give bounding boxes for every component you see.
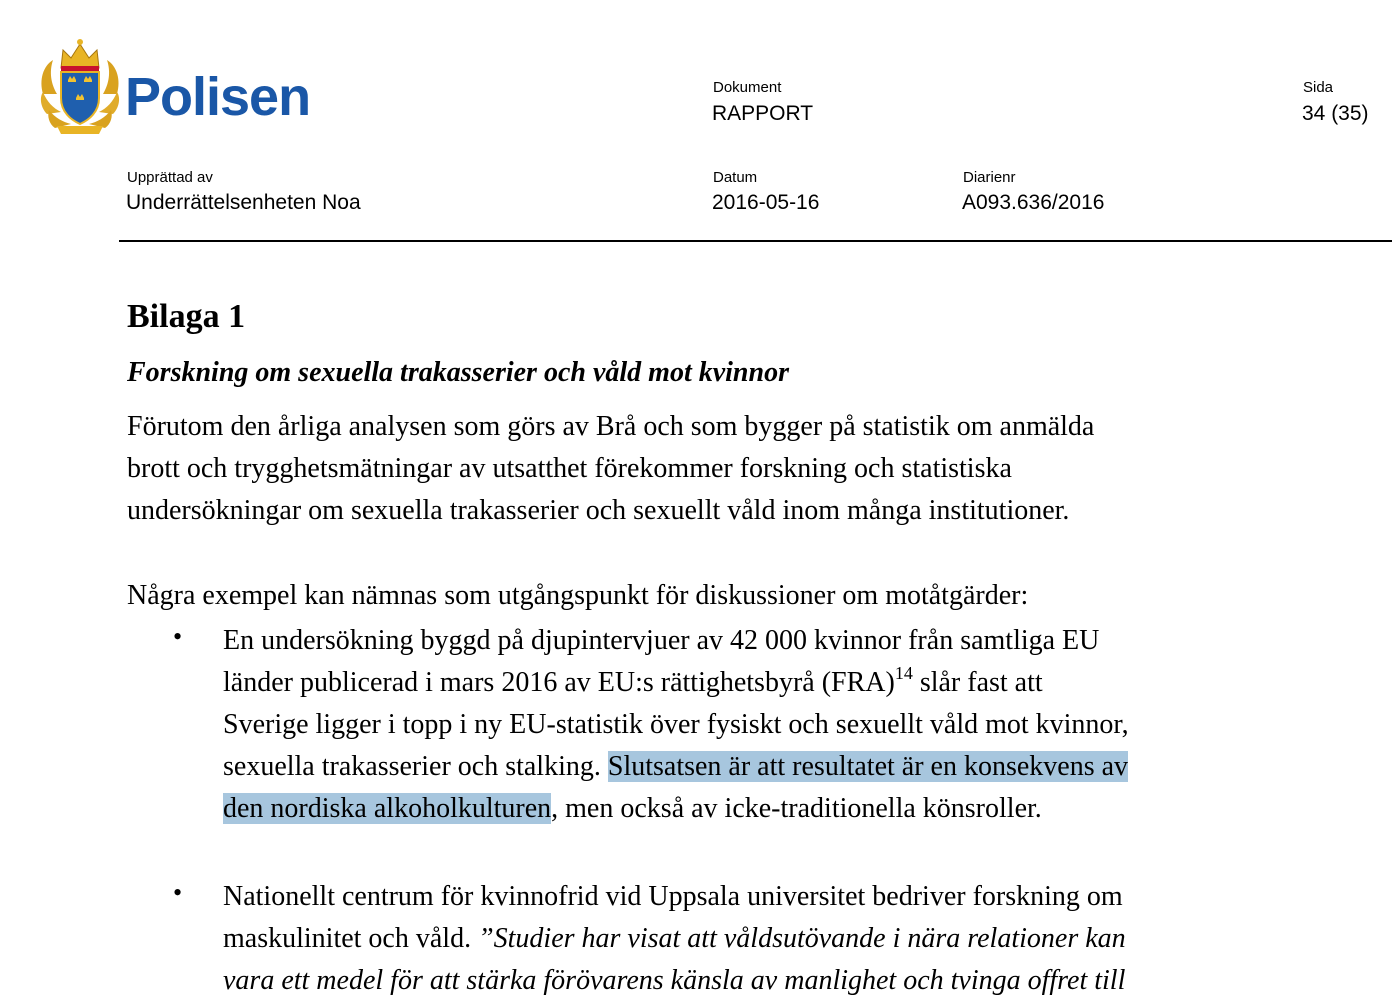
bullet-text: sexuella trakasserier och stalking. (223, 751, 608, 782)
registry-label: Diarienr (963, 169, 1016, 186)
section-subtitle: Forskning om sexuella trakasserier och våld mot kvinnor (127, 357, 789, 388)
bullet-text: länder publicerad i mars 2016 av EU:s rättighetsbyrå (FRA) (223, 667, 895, 698)
document-type: RAPPORT (712, 102, 814, 125)
page-label: Sida (1303, 79, 1334, 96)
bullet-line (223, 788, 1129, 830)
registry-value: A093.636/2016 (962, 191, 1105, 214)
document-label: Dokument (713, 79, 782, 96)
author-label: Upprättad av (127, 169, 213, 186)
intro-line: Förutom den årliga analysen som görs av Brå och som bygger på statistik om anmälda (127, 411, 1095, 442)
intro-line: undersökningar om sexuella trakasserier och sexuellt våld inom många institutioner. (127, 495, 1070, 526)
bullet-text: , men också av icke-traditionella könsroller. (551, 793, 1042, 824)
police-crest-icon (37, 36, 123, 140)
header-divider (119, 240, 1392, 242)
quote-text: ”Studier har visat att våldsutövande i nära relationer kan (478, 923, 1126, 954)
bullet-line: Nationellt centrum för kvinnofrid vid Uppsala universitet bedriver forskning om (223, 881, 1123, 912)
highlighted-text[interactable]: den nordiska alkoholkulturen (223, 793, 552, 824)
bullet-line: Sverige ligger i topp i ny EU-statistik över fysiskt och sexuellt våld mot kvinnor, (223, 709, 1129, 740)
page-number: 34 (35) (1302, 102, 1369, 125)
bullet-text: slår fast att (912, 667, 1043, 698)
intro-paragraph (127, 406, 1094, 532)
logo-wordmark: Polisen (125, 67, 311, 127)
highlighted-text[interactable]: Slutsatsen är att resultatet är en konsekvens av (607, 751, 1129, 782)
author-value: Underrättelsenheten Noa (126, 191, 361, 214)
page-title: Bilaga 1 (127, 298, 246, 335)
date-label: Datum (713, 169, 758, 186)
bullet-item-uppsala (223, 876, 1126, 1002)
bullet-line (223, 918, 1126, 960)
bullet-line: En undersökning byggd på djupintervjuer av 42 000 kvinnor från samtliga EU (223, 625, 1100, 656)
footnote-ref[interactable]: 14 (894, 663, 913, 683)
bullet-marker: • (173, 878, 183, 907)
intro-line: brott och trygghetsmätningar av utsatthet förekommer forskning och statistiska (127, 453, 1012, 484)
bullet-item-fra (223, 620, 1129, 830)
bullet-marker: • (173, 622, 183, 651)
bullet-text: maskulinitet och våld. (223, 923, 479, 954)
bullet-line (223, 960, 1126, 1002)
date-value: 2016-05-16 (712, 191, 820, 214)
examples-intro: Några exempel kan nämnas som utgångspunkt för diskussioner om motåtgärder: (127, 580, 1029, 611)
bullet-line (223, 746, 1129, 788)
bullet-line (223, 662, 1129, 704)
quote-text: vara ett medel för att stärka förövarens känsla av manlighet och tvinga offret till (223, 965, 1126, 996)
